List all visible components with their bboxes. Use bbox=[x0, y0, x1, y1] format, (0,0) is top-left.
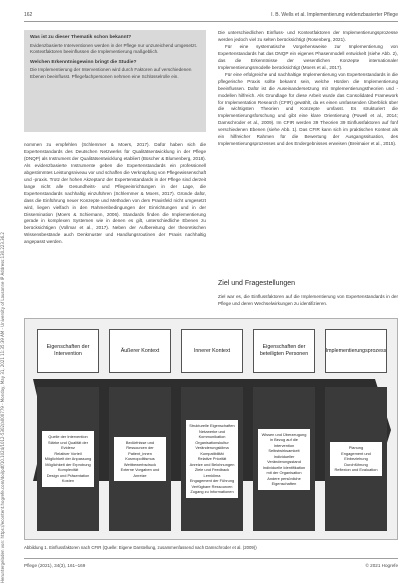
figure-column-body bbox=[181, 387, 243, 531]
figure-factor-item: Engagement der Führung bbox=[189, 478, 235, 484]
figure-factor-item: Wettbewerbsdruck bbox=[123, 461, 157, 467]
figure-factor-item: Relativer Vorteil bbox=[54, 450, 82, 456]
figure-factor-item: Andere persönliche Eigenschaften bbox=[267, 475, 301, 486]
right-column bbox=[218, 30, 398, 148]
figure-factor-item: Kosten bbox=[61, 478, 75, 484]
figure-column-header: Implementierungsprozess bbox=[325, 329, 387, 373]
figure-column-body bbox=[37, 387, 99, 531]
figure-factor-item: Planung bbox=[348, 445, 364, 451]
figure-factor-item: Relative Priorität bbox=[197, 456, 227, 462]
figure-factor-item: Strukturelle Eigenschaften bbox=[189, 423, 235, 429]
figure-factor-list bbox=[42, 431, 94, 487]
figure-factor-item: Externe Vorgaben und Anreize bbox=[120, 467, 160, 478]
question-1-text: Evidenzbasierte Interventionen werden in der Pflege nur unzureichend umgesetzt. Kontextfaktoren beeinflussen die Implementierung maßgeblich. bbox=[30, 42, 198, 55]
page-number: 162 bbox=[24, 12, 33, 18]
figure-factor-item: Organisationskultur bbox=[195, 439, 229, 445]
figure-factor-item: Möglichkeit der Anpassung bbox=[44, 456, 92, 462]
figure-factor-list bbox=[186, 420, 238, 498]
figure-factor-item: Durchführung bbox=[344, 461, 368, 467]
right-paragraph-1: Die unterschiedlichen Einfluss- und Kontextfaktoren der Implementierungsprozesse werden jedoch viel zu selten berücksichtigt (Rosenberg, 2021). bbox=[218, 30, 398, 42]
figure-factor-list bbox=[114, 437, 166, 482]
right-paragraph-3: Für eine erfolgreiche und nachhaltige Implementierung von Expertenstandards in die pflegerische Praxis sollte bekannt sein, welche Hürden die Implementierung beeinflussen. Dafür ist die Auseinandersetzung mit Implementierungstheorien und -modellen hilfreich. Als Grundlage für diese Arbeit wurde das Consolidated Framework for Implementation Research (CFIR) gewählt, da es einen umfassenden Überblick über die wichtigsten Theorien und Konzepte umfasst. Es strukturiert die Implementierungsforschung und gibt eine klare Orientierung (Powell et al., 2014; Damschroder et al., 2009). Im CFIR werden 39 Theorien 39 Einflussfaktoren auf fünf verschiedenen Ebenen (siehe Abb. 1). Das CFIR kann sich im praktischen Kontext als ein hilfreicher Rahmen für die Bewertung der Ausgangssituation, des Implementierungsprozesses und des Endergebnisses erweisen (Breimaier et al., 2015). bbox=[218, 71, 398, 147]
figure-factor-item: Kompatibilität bbox=[200, 450, 224, 456]
figure-factor-item: Zugang zu Informationen bbox=[190, 489, 234, 495]
figure-factor-item: Kosmopolitismus bbox=[125, 456, 155, 462]
figure-factor-list bbox=[330, 442, 382, 476]
figure-column-body bbox=[325, 387, 387, 531]
figure-factor-item: Selbstwirksamkeit bbox=[268, 448, 300, 453]
download-sidebar bbox=[0, 0, 9, 585]
figure-factor-item: Ziele und Feedback bbox=[194, 467, 230, 473]
figure-factor-item: Engagement und Einbeziehung bbox=[341, 450, 371, 462]
figure-factor-item: Design und Präsentation bbox=[46, 472, 90, 478]
figure-column-header: Äußerer Kontext bbox=[109, 329, 171, 373]
copyright: © 2021 Hogrefe bbox=[365, 563, 398, 568]
figure-factor-item: Anreize und Belohnungen bbox=[189, 461, 235, 467]
figure-factor-item: Individuelle Identifikation mit der Organisation bbox=[262, 464, 306, 475]
figure-column-body bbox=[109, 387, 171, 531]
key-points-box bbox=[24, 30, 206, 132]
figure-factor-item: Veränderungsklima bbox=[195, 445, 229, 451]
figure-factor-item: Verfügbare Ressourcen bbox=[191, 483, 233, 489]
header-divider bbox=[24, 21, 398, 22]
question-1-title: Was ist zu dieser Thematik schon bekannt? bbox=[30, 35, 132, 40]
cfir-figure bbox=[24, 318, 398, 540]
figure-factor-item: Lernklima bbox=[203, 472, 221, 478]
figure-factor-list bbox=[258, 429, 310, 490]
figure-factor-item: Netzwerke und Kommunikation bbox=[198, 428, 226, 440]
section-heading: Ziel und Fragestellungen bbox=[218, 280, 296, 287]
left-paragraph-1: nommen zu empfehlen (Schlemmer & Moers, 2017). Dafür haben sich die Expertenstandards des Deutschen Netzwerks für Qualitätsentwicklung in der Pflege (DNQP) als Instrument der Qualitätsentwicklung etabliert (Büscher & Blumenberg, 2018). Als evidenzbasierte Instrumente geben die Expertenstandards ein professionell abgestimmtes Leistungsniveau vor und schaffen die Verknüpfung von Pflegewissenschaft und -praxis. Trotz der hohen Akzeptanz der Expertenstandards in der Pflege sind derzeit lange nicht alle Gesundheits- und Pflegeeinrichtungen in der Lage, die Expertenstandards nachhaltig einzuführen (Schlemmer & Moers, 2017). Gründe dafür, dass die Einführung neuer Konzepte und Methoden von dem Praxisfeld nicht umgesetzt wird, liegen vielfach in den Rahmenbedingungen der Einrichtungen und in der Dissemination (Moers & Schiemann, 2006). Standards finden die Implementierung gerade in komplexen Systemen wie in denen es gilt, unterschiedliche Ebenen zu berücksichtigen (Vollmar et al., 2017). Neben der Aufbereitung der theoretischen Wissensbestände auch Denkmuster und Handlungsroutinen der Praxis nachhaltig angepasst werden. bbox=[24, 142, 206, 245]
figure-factor-item: Quelle der Intervention bbox=[48, 434, 88, 440]
running-title: I. B. Wells et al. Implementierung evidenzbasierter Pflege bbox=[271, 12, 398, 18]
figure-column-header: Innerer Kontext bbox=[181, 329, 243, 373]
figure-column-body bbox=[253, 387, 315, 531]
figure-column-header: Eigenschaften der Intervention bbox=[37, 329, 99, 373]
right-paragraph-2: Für eine systematische Vorgehensweise zur Implementierung von Expertenstandards hat das DNQP ein eigenes Phasenmodell entwickelt (siehe Abb. 2), das die Erkenntnisse der wesentlichen Konzepte internationaler Implementierungsmodelle berücksichtigt (Moers et al., 2017). bbox=[218, 43, 398, 70]
journal-citation: Pflege (2021), 34(3), 161–169 bbox=[24, 563, 86, 568]
question-2-text: Die Implementierung der Interventionen wird durch Faktoren auf verschiedenen Ebenen beeinflusst. Pflegefachpersonen nehmen eine Schlüsselrolle ein. bbox=[30, 67, 192, 79]
page-header bbox=[24, 10, 398, 20]
figure-factor-item: Individueller Veränderungsstand bbox=[267, 453, 301, 464]
figure-factor-item: Reflexion und Evaluation bbox=[334, 467, 378, 473]
figure-caption: Abbildung 1. Einflussfaktoren nach CFIR (Quelle: Eigene Darstellung, zusammenfassend nach Damschroder et al. (2009)) bbox=[24, 545, 257, 550]
figure-factor-item: Möglichkeit der Erprobung bbox=[45, 461, 91, 467]
download-notice: Heruntergeladen von: https://econtent.hogrefe.com/doi/pdf/10.1024/1012-5302/a000779 - Monday, May 31, 2021 11:35:39 AM - University of Lausanne IP Address:130.223.36.2 bbox=[1, 232, 6, 583]
goal-paragraph: Ziel war es, die Einflussfaktoren auf die Implementierung von Expertenstandards in der Pflege und deren Wechselwirkungen zu identifizieren. bbox=[218, 294, 398, 306]
figure-column-header: Eigenschaften der beteiligten Personen bbox=[253, 329, 315, 373]
right-column-goal bbox=[218, 294, 398, 308]
footer-divider bbox=[24, 558, 398, 559]
left-column bbox=[24, 142, 206, 246]
question-2-title: Welchen Erkenntnisgewinn bringt die Studie? bbox=[30, 59, 137, 65]
figure-factor-item: Komplexität bbox=[57, 467, 79, 473]
figure-factor-item: Wissen und Überzeugung in Bezug auf die Intervention bbox=[261, 431, 307, 448]
figure-factor-item: Stärke und Qualität der Evidenz bbox=[47, 439, 88, 451]
figure-factor-item: Bedürfnisse und Ressourcen der Patient_innen bbox=[125, 439, 155, 456]
